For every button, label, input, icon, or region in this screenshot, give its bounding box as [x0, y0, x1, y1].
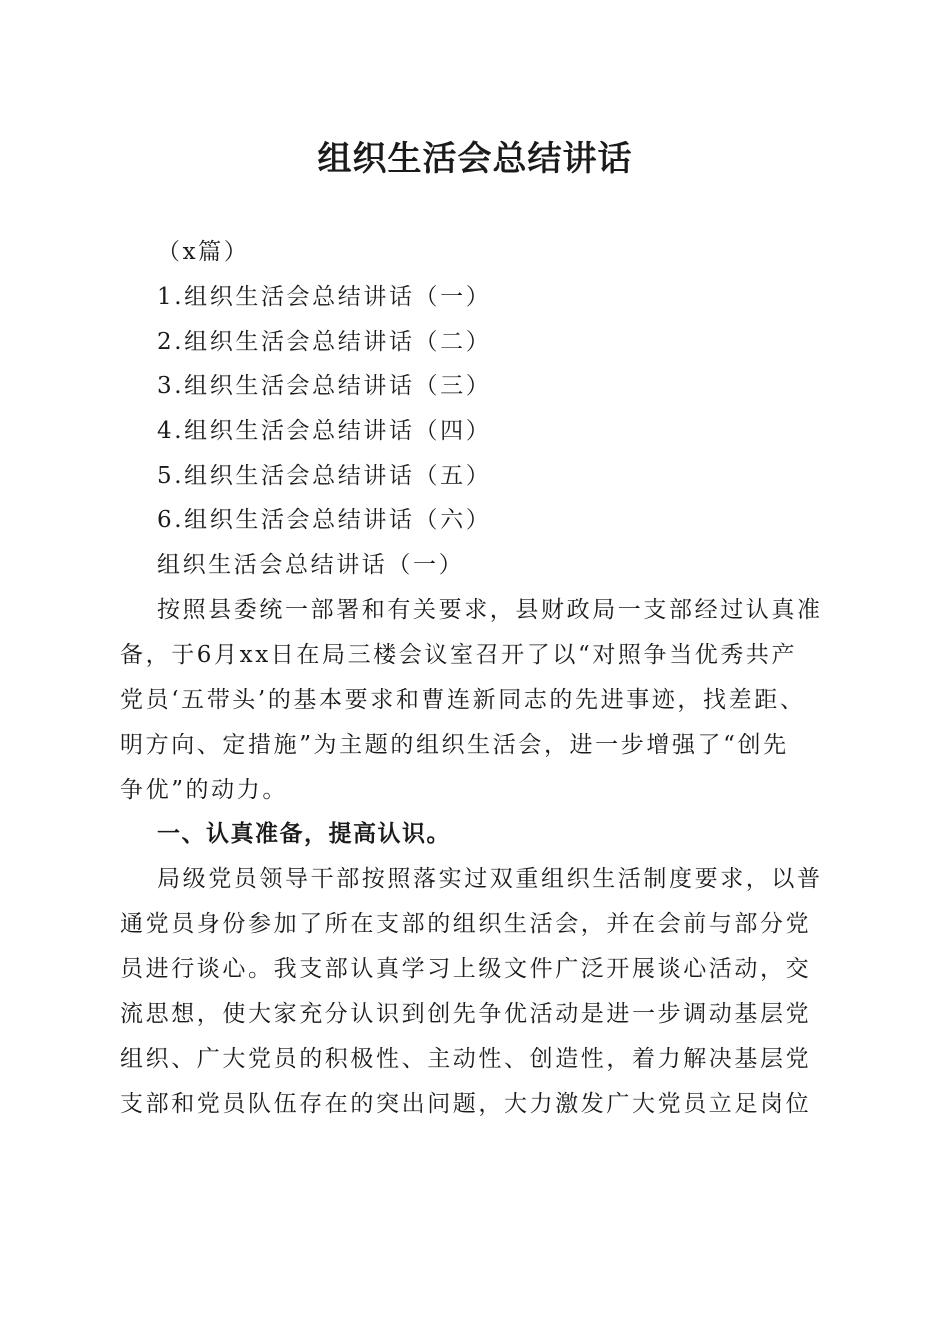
section-heading: 一、认真准备，提高认识。 [157, 821, 451, 847]
toc-item: 4.组织生活会总结讲话（四） [157, 418, 492, 444]
toc-item: 3.组织生活会总结讲话（三） [157, 373, 492, 399]
section-title: 组织生活会总结讲话（一） [157, 552, 465, 578]
paragraph-line: 局级党员领导干部按照落实过双重组织生活制度要求，以普 [157, 866, 823, 892]
toc-item: 6.组织生活会总结讲话（六） [157, 507, 492, 533]
document-title: 组织生活会总结讲话 [317, 139, 633, 179]
paragraph-line: 通党员身份参加了所在支部的组织生活会，并在会前与部分党 [120, 911, 812, 937]
toc-item: 2.组织生活会总结讲话（二） [157, 329, 492, 355]
paragraph-line: 党员‘五带头’的基本要求和曹连新同志的先进事迹，找差距、 [120, 687, 806, 713]
count-note: （x篇） [157, 239, 250, 265]
paragraph-line: 员进行谈心。我支部认真学习上级文件广泛开展谈心活动，交 [120, 956, 812, 982]
paragraph-line: 备，于6月xx日在局三楼会议室召开了以“对照争当优秀共产 [120, 642, 798, 668]
toc-item: 5.组织生活会总结讲话（五） [157, 463, 492, 489]
paragraph-line: 支部和党员队伍存在的突出问题，大力激发广大党员立足岗位 [120, 1091, 812, 1117]
paragraph-line: 按照县委统一部署和有关要求，县财政局一支部经过认真准 [157, 597, 823, 623]
toc-item: 1.组织生活会总结讲话（一） [157, 284, 492, 310]
paragraph-line: 争优”的动力。 [120, 777, 288, 803]
paragraph-line: 组织、广大党员的积极性、主动性、创造性，着力解决基层党 [120, 1046, 812, 1072]
paragraph-line: 明方向、定措施”为主题的组织生活会，进一步增强了“创先 [120, 732, 789, 758]
paragraph-line: 流思想，使大家充分认识到创先争优活动是进一步调动基层党 [120, 1001, 812, 1027]
